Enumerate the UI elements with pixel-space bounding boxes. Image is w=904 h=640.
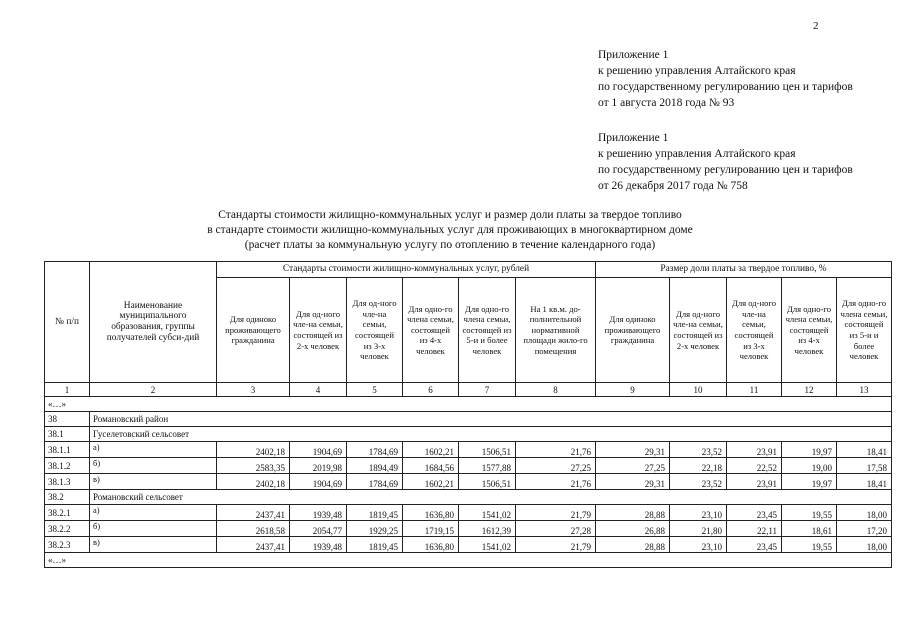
table-cell: 1894,49 bbox=[347, 458, 403, 474]
table-cell: 21,79 bbox=[516, 537, 596, 553]
header-col-11: Для од-ного чле-на семьи, состоящей из 3-х человек bbox=[727, 278, 782, 383]
column-number: 12 bbox=[782, 383, 837, 397]
table-cell: 21,79 bbox=[516, 505, 596, 521]
table-cell: 19,97 bbox=[782, 474, 837, 490]
header-col-13: Для одно-го члена семьи, состоящей из 5-и и более человек bbox=[837, 278, 892, 383]
row-number: 38.2.1 bbox=[45, 505, 90, 521]
table-cell: 2618,58 bbox=[217, 521, 290, 537]
appendix-line: Приложение 1 bbox=[598, 132, 669, 144]
table-cell: 2402,18 bbox=[217, 474, 290, 490]
table-cell: 2437,41 bbox=[217, 505, 290, 521]
row-number: 38.1.3 bbox=[45, 474, 90, 490]
header-col-12: Для одно-го члена семьи, состоящей из 4-х человек bbox=[782, 278, 837, 383]
header-col-10: Для од-ного чле-на семьи, состоящей из 2-х человек bbox=[670, 278, 727, 383]
table-cell: 23,45 bbox=[727, 505, 782, 521]
column-number: 8 bbox=[516, 383, 596, 397]
table-cell: 1719,15 bbox=[403, 521, 459, 537]
title-line: в стандарте стоимости жилищно-коммунальных услуг для проживающих в многоквартирном доме bbox=[207, 224, 693, 236]
table-cell: 1784,69 bbox=[347, 474, 403, 490]
table-cell: 1684,56 bbox=[403, 458, 459, 474]
table-cell: 18,61 bbox=[782, 521, 837, 537]
table-cell: 22,18 bbox=[670, 458, 727, 474]
table-cell: 2019,98 bbox=[290, 458, 347, 474]
table-cell: 1602,21 bbox=[403, 474, 459, 490]
column-number: 4 bbox=[290, 383, 347, 397]
appendix-block-1 bbox=[598, 47, 853, 111]
subgroup-label: а) bbox=[90, 505, 217, 521]
header-group-fuel-share: Размер доли платы за твердое топливо, % bbox=[596, 262, 892, 278]
column-number: 10 bbox=[670, 383, 727, 397]
table-cell: 28,88 bbox=[596, 537, 670, 553]
table-cell: 23,45 bbox=[727, 537, 782, 553]
table-row bbox=[45, 442, 892, 458]
header-col-5: Для од-ного чле-на семьи, состоящей из 3-х человек bbox=[347, 278, 403, 383]
settlement-name: Романовский сельсовет bbox=[90, 490, 892, 505]
table-cell: 27,28 bbox=[516, 521, 596, 537]
table-cell: 29,31 bbox=[596, 474, 670, 490]
document-title bbox=[0, 208, 904, 253]
table-row bbox=[45, 521, 892, 537]
subgroup-label: б) bbox=[90, 458, 217, 474]
table-cell: 17,20 bbox=[837, 521, 892, 537]
district-row bbox=[45, 412, 892, 427]
table-cell: 29,31 bbox=[596, 442, 670, 458]
table-cell: 23,91 bbox=[727, 474, 782, 490]
table-cell: 1636,80 bbox=[403, 505, 459, 521]
table-cell: 1939,48 bbox=[290, 537, 347, 553]
ellipsis: «…» bbox=[45, 553, 892, 568]
title-line: Стандарты стоимости жилищно-коммунальных услуг и размер доли платы за твердое топливо bbox=[218, 209, 682, 221]
table-cell: 1577,88 bbox=[459, 458, 516, 474]
settlement-2-rows bbox=[45, 505, 892, 553]
table-cell: 26,88 bbox=[596, 521, 670, 537]
table-cell: 2402,18 bbox=[217, 442, 290, 458]
table-row bbox=[45, 537, 892, 553]
table-cell: 21,76 bbox=[516, 442, 596, 458]
ellipsis: «…» bbox=[45, 397, 892, 412]
appendix-line: к решению управления Алтайского края bbox=[598, 148, 796, 160]
ellipsis-row bbox=[45, 397, 892, 412]
table-cell: 21,80 bbox=[670, 521, 727, 537]
row-number: 38 bbox=[45, 412, 90, 427]
table-cell: 1541,02 bbox=[459, 537, 516, 553]
table-cell: 1904,69 bbox=[290, 442, 347, 458]
header-col-7: Для одно-го члена семьи, состоящей из 5-и и более человек bbox=[459, 278, 516, 383]
column-number-row bbox=[45, 383, 892, 397]
row-number: 38.2.3 bbox=[45, 537, 90, 553]
table-cell: 23,52 bbox=[670, 474, 727, 490]
table-cell: 19,55 bbox=[782, 505, 837, 521]
subgroup-label: в) bbox=[90, 537, 217, 553]
column-number: 7 bbox=[459, 383, 516, 397]
appendix-line: к решению управления Алтайского края bbox=[598, 65, 796, 77]
table-cell: 1541,02 bbox=[459, 505, 516, 521]
table-cell: 1506,51 bbox=[459, 442, 516, 458]
table-cell: 23,91 bbox=[727, 442, 782, 458]
table-cell: 19,00 bbox=[782, 458, 837, 474]
table-cell: 1819,45 bbox=[347, 505, 403, 521]
table-cell: 27,25 bbox=[596, 458, 670, 474]
header-col-6: Для одно-го члена семьи, состоящей из 4-х человек bbox=[403, 278, 459, 383]
table-cell: 1784,69 bbox=[347, 442, 403, 458]
header-name: Наименование муниципального образования, группы получателей субси-дий bbox=[90, 262, 217, 383]
header-group-standards: Стандарты стоимости жилищно-коммунальных услуг, рублей bbox=[217, 262, 596, 278]
settlement-row bbox=[45, 427, 892, 442]
appendix-block-2 bbox=[598, 130, 853, 194]
table-cell: 1506,51 bbox=[459, 474, 516, 490]
column-number: 5 bbox=[347, 383, 403, 397]
table-cell: 2583,35 bbox=[217, 458, 290, 474]
table-cell: 23,52 bbox=[670, 442, 727, 458]
table-cell: 1929,25 bbox=[347, 521, 403, 537]
appendix-line: от 1 августа 2018 года № 93 bbox=[598, 97, 735, 109]
column-number: 2 bbox=[90, 383, 217, 397]
page-number: 2 bbox=[813, 20, 819, 32]
table-cell: 1939,48 bbox=[290, 505, 347, 521]
row-number: 38.1 bbox=[45, 427, 90, 442]
table-cell: 1819,45 bbox=[347, 537, 403, 553]
title-line: (расчет платы за коммунальную услугу по отоплению в течение календарного года) bbox=[244, 239, 656, 251]
table-cell: 22,52 bbox=[727, 458, 782, 474]
row-number: 38.2 bbox=[45, 490, 90, 505]
header-num: № п/п bbox=[45, 262, 90, 383]
table-cell: 17,58 bbox=[837, 458, 892, 474]
table-cell: 1612,39 bbox=[459, 521, 516, 537]
settlement-name: Гуселетовский сельсовет bbox=[90, 427, 892, 442]
row-number: 38.1.1 bbox=[45, 442, 90, 458]
table-cell: 2437,41 bbox=[217, 537, 290, 553]
table-row bbox=[45, 474, 892, 490]
column-number: 6 bbox=[403, 383, 459, 397]
column-number: 11 bbox=[727, 383, 782, 397]
table-cell: 22,11 bbox=[727, 521, 782, 537]
table-row bbox=[45, 458, 892, 474]
table-cell: 2054,77 bbox=[290, 521, 347, 537]
header-col-8: На 1 кв.м. до-полнительной нормативной площади жило-го помещения bbox=[516, 278, 596, 383]
table-cell: 18,41 bbox=[837, 442, 892, 458]
subgroup-label: б) bbox=[90, 521, 217, 537]
tariff-table bbox=[44, 261, 892, 568]
table-cell: 23,10 bbox=[670, 505, 727, 521]
table-cell: 28,88 bbox=[596, 505, 670, 521]
appendix-line: по государственному регулированию цен и тарифов bbox=[598, 164, 853, 176]
table-cell: 1602,21 bbox=[403, 442, 459, 458]
appendix-line: Приложение 1 bbox=[598, 49, 669, 61]
row-number: 38.1.2 bbox=[45, 458, 90, 474]
table-cell: 1636,80 bbox=[403, 537, 459, 553]
subgroup-label: в) bbox=[90, 474, 217, 490]
subgroup-label: а) bbox=[90, 442, 217, 458]
column-number: 13 bbox=[837, 383, 892, 397]
table-cell: 18,41 bbox=[837, 474, 892, 490]
table-cell: 19,97 bbox=[782, 442, 837, 458]
table-cell: 21,76 bbox=[516, 474, 596, 490]
table-cell: 18,00 bbox=[837, 505, 892, 521]
table-cell: 27,25 bbox=[516, 458, 596, 474]
header-col-3: Для одиноко проживающего гражданина bbox=[217, 278, 290, 383]
column-number: 3 bbox=[217, 383, 290, 397]
header-col-9: Для одиноко проживающего гражданина bbox=[596, 278, 670, 383]
district-name: Романовский район bbox=[90, 412, 892, 427]
table-cell: 23,10 bbox=[670, 537, 727, 553]
table-cell: 1904,69 bbox=[290, 474, 347, 490]
table-cell: 18,00 bbox=[837, 537, 892, 553]
settlement-row bbox=[45, 490, 892, 505]
ellipsis-row bbox=[45, 553, 892, 568]
column-number: 1 bbox=[45, 383, 90, 397]
table-cell: 19,55 bbox=[782, 537, 837, 553]
appendix-line: по государственному регулированию цен и тарифов bbox=[598, 81, 853, 93]
row-number: 38.2.2 bbox=[45, 521, 90, 537]
appendix-line: от 26 декабря 2017 года № 758 bbox=[598, 180, 748, 192]
column-number: 9 bbox=[596, 383, 670, 397]
settlement-1-rows bbox=[45, 442, 892, 490]
table-row bbox=[45, 505, 892, 521]
header-col-4: Для од-ного чле-на семьи, состоящей из 2-х человек bbox=[290, 278, 347, 383]
